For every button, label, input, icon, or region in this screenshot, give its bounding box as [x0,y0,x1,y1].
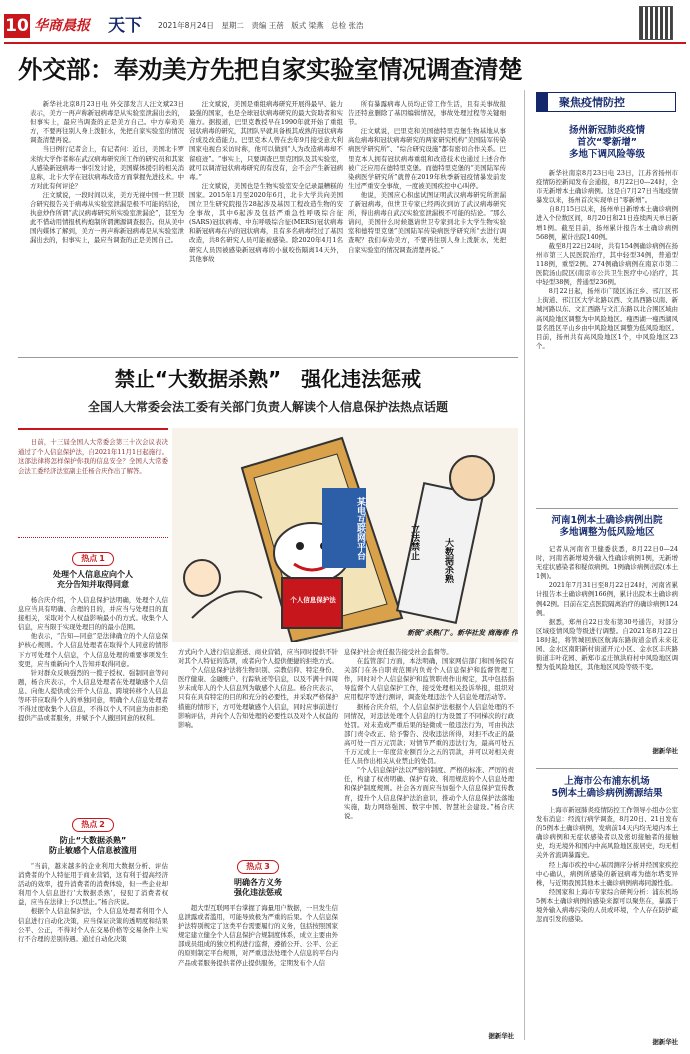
section-name: 天下 [108,16,142,36]
sidebar-story-shanghai [536,776,678,1046]
story-headline: 扬州新冠肺炎疫情 [568,125,645,136]
story-paragraph: 上海市新冠肺炎疫情防控工作领导小组办公室发布消息：经流行病学调查，8月20日、21日发布的5例本土确诊病例，发病前14天内均无境内本土确诊病例和无症状感染者以及密切接触者的接触史，均无境外和国内中高风险地区旅居史，均无相关外省流调暴露史。 [536,806,678,860]
hot-body [178,904,338,1054]
lead-column-3 [348,100,506,352]
feature-paragraph: 息保护社会责任报告接受社会监督等。 [344,648,453,656]
story-paragraph: 自8月15日以来，扬州单日新增本土确诊病例进入个位数区间，8月20日和21日连续两天单日新增1例。截至目前，扬州累计报告本土确诊病例568例，累计出院140例。 [536,205,678,241]
hot-body [18,596,168,836]
feature-intro [18,438,168,476]
lead-paragraph: 汪文斌说，美国也是生物实验室安全记录最糟糕的国家。2015年1月至2020年6月，北卡大学共向美国国立卫生研究院报告28起涉及基因工程改造生物的安全事故，其中6起涉及包括严重急性呼吸综合征(SARS)冠状病毒、中东呼吸综合征(MERS)冠状病毒和新冠病毒在内的冠状病毒，且有多名病毒经过了基因改造，共8名研究人员可能被感染。除2020年4月1名研究人员因被感染新冠病毒的小鼠咬伤隔离14天外，其他事故 [189,181,343,263]
feature-paragraph: 方式向个人进行信息推送、商业营销，应当同时提供不针对其个人特征的选项，或者向个人提供便捷的拒绝方式。 [178,648,338,666]
hot-body [18,862,168,1052]
hot-subtitle: 充分告知并取得同意 [57,580,129,589]
lead-paragraph: 汪文斌说，巴里克和美国德特里克堡生物基地从事高危病毒和冠状病毒研究的两家研究机构“美国陆军传染病医学研究所”、“综合研究设施”都有密切合作关系。巴里克本人拥有冠状病毒重组和改造技术也通过上述合作被广泛应用在德特里克堡。而德特里克堡的“美国陆军传染病医学研究所”就曾在2019年秋季新冠疫情暴发前发生过严重安全事故，一度被美国疾控中心叫停。 [348,127,506,190]
hot-number: 2 [99,820,105,829]
story-headline: 首次“零新增” [577,137,637,148]
story-paragraph: 经上海市疾控中心基因测序分析并经国家疾控中心确认，病例所感染的新冠病毒为德尔塔变异株，与近期我国其他本土确诊病例病毒同源性低。 [536,860,678,887]
feature-paragraph: 据杨合庆介绍，个人信息保护法根据个人信息处理的不同情况，对违法处理个人信息的行为设置了不同梯次的行政处罚。对未造成严重后果的轻微或一般违法行为，可由执法部门责令改正、给予警告、没收违法所得，对拒不改正的最高可处一百万元罚款；对情节严重的违法行为，最高可处五千万元或上一年度营业额百分之五的罚款，并可以对相关责任人员作出相关从业禁止的处罚。 [344,702,514,766]
story-paragraph: 经国家和上海市专家综合研判分析：浦东机场5例本土确诊病例的感染来源可以聚焦在，暴露于境外输入病毒污染的人员或环境，个人存在防护疏忽而引发的感染。 [536,887,678,924]
hot-topic-badge [72,818,114,832]
hot-paragraph: 针对群众反映强烈的一揽子授权、强制同意等问题，杨合庆表示，个人信息处理者在处理敏感个人信息、向他人提供或公开个人信息、跨境转移个人信息等环节应取得个人的单独同意，明确个人信息处理者不得过度收集个人信息，不得以个人不同意为由拒绝提供产品或者服务，并赋予个人撤回同意的权利。 [18,668,168,723]
sidebar-divider [524,90,525,1040]
header-rule [4,42,686,44]
lead-paragraph: 汪文斌说，美国是重组病毒研究开展得最早、能力最强的国家，也是全球冠状病毒研究的最大资助者和实施方。据报道，巴里克教授早在1990年就开始了重组冠状病毒的研究，其团队早就具备极其成熟的冠状病毒合成及改造能力。巴里克本人曾在去年9月接受意大利国家电视台采访时称，他可以做到“人为改造病毒却不留痕迹”。“事实上，只要调查巴里克团队及其实验室，就可以调清冠状病毒研究的有没有，会不会产生新冠病毒。” [189,100,343,181]
lead-paragraph: 当日例行记者会上，有记者问：近日，美国北卡罗来纳大学作者称在武汉病毒研究所工作的研究员和其家人感染新冠病毒一事引发讨论，美国媒体援引的相关消息称，北卡大学在冠状病毒改造方面掌握先进技术。中方对此有何评论？ [30,145,184,190]
hot-topic-badge [237,860,279,874]
lead-paragraph: 汪文斌说，一段时间以来，美方无视中国一世卫联合研究报告关于病毒从实验室泄漏是极不可能的结论，执意炒作所谓“武汉病毒研究所实验室泄漏论”，甚至为此不惜动用情报机构炮制所谓溯源调查报告。但从美中国内媒体了解到，美方一再声称新冠病毒是从实验室泄漏出去的，但事实上，最应当调查的正是美国自己。 [30,190,184,245]
cartoon-caption: 新衙“杀熟门”。新华社发 商海春 作 [407,628,518,637]
sidebar-story-henan [536,515,678,755]
feature-intro-box [18,428,168,538]
feature-column-2 [178,648,338,844]
lead-paragraph: 所有暴露病毒人员均正常工作生活，且有关事故报告还特意删除了基因编辑情况，事故处理过程等关键细节。 [348,100,506,127]
story-credit: 据新华社 [652,747,678,755]
banner-title: 聚焦疫情防控 [559,96,625,109]
hot-number: 1 [99,554,105,563]
hot-paragraph: 杨合庆介绍，个人信息保护法明确，处理个人信息应当具有明确、合理的目的，并应当与处理目的直接相关，采取对个人权益影响最小的方式。收集个人信息，应当限于实现处理目的的最小范围。 [18,596,168,632]
hot-topic-badge [72,552,114,566]
story-paragraph: 截至8月22日24时，共有154例确诊病例在扬州市第三人民医院治疗，其中轻型34例，普通型118例，重型2例。274例确诊病例在南京市第二医院汤山院区(南京市公共卫生医疗中心)治疗，其中轻型38例，普通型236例。 [536,241,678,287]
story-credit: 据新华社 [652,1038,678,1046]
hot-paragraph: 根据个人信息保护法，个人信息处理者利用个人信息进行自动化决策，应当保证决策的透明度和结果公平、公正，不得对个人在交易价格等交易条件上实行不合理的差别待遇。通过自动化决策 [18,907,168,943]
story-paragraph: 8月22日起，扬州市广陵区汤汪乡、邗江区邗上街道、邗江区大学北路以西、文昌西路以南、新城河路以东、文汇西路与文汇东路以北合围区域由高风险地区调整为中风险地区。瘦西湖一瘦西湖风景名胜区平山乡由中风险地区调整为低风险地区。目前，扬州共有高风险地区1个，中风险地区23个。 [536,287,678,350]
cartoon-sign: 某电互联网平台 [322,488,366,568]
paper-logo: 华商晨报 [34,18,90,34]
date-line: 2021年8月24日 星期二 责编 王蓓 版式 梁燕 总检 张浩 [158,21,364,30]
hot-number: 3 [264,862,270,871]
hot-subtitle: 处理个人信息应向个人 [53,570,133,579]
story-body [536,169,678,507]
story-paragraph: 新华社南京8月23日电 23日，江苏省扬州市疫情防控新闻发布会通报，8月22日0—24时，全市无新增本土确诊病例。这是自7月27日当地疫情暴发以来，扬州首次实现单日“零新增”。 [536,169,678,205]
story-headline: 5例本土确诊病例溯源结果 [551,788,663,799]
hot-topic-1 [18,546,168,836]
page-number: 10 [5,16,29,36]
hot-subtitle: 防止敏感个人信息被滥用 [49,846,137,855]
hot-topic-2 [18,812,168,1052]
feature-paragraph: “个人信息保护法以严密的制度、严格的标准、严厉的责任，构建了权责明确、保护有效、利用规范的个人信息处理和保护制度规则。社会各方面应当加强个人信息保护宣传教育，提升个人信息保护法治意识，推动个人信息保护法落地实施，助力网络强国、数字中国、智慧社会建设。”杨合庆说。 [344,766,514,820]
story-headline: 上海市公布浦东机场 [564,776,650,787]
story-paragraph: 据悉，郑州自22日发布第30号通告，对部分区域疫情风险等级进行调整。自2021年8月22日18时起，将管城回族区航海东路街道金盾未来花园、金水区南阳新村街道开元小区、金水区丰庆路街道丰叶花园、新郑市孟庄镇洪府村中风险地区调整为低风险地区，其他地区风险等级不变。 [536,617,678,672]
story-paragraph: 记者从河南省卫健委获悉，8月22日0—24时，河南省新增境外输入性确诊病例1例，无新增无症状感染者和疑似病例。1例确诊病例出院(本土1例)。 [536,545,678,581]
story-headline: 河南1例本土确诊病例出院 [551,515,663,526]
hot-paragraph: “当前，越来越多的企业利用大数据分析、评估消费者的个人特征用于商业营销，这有利于提高经济活动的效率，提升消费者的消费体验，但一些企业却利用个人信息进行‘大数据杀熟’，侵犯了消费者权益，应当在法律上予以禁止。”杨合庆说。 [18,862,168,907]
hot-subtitle: 明确各方义务 [234,878,282,887]
lead-paragraph: 他说，美国应心积虑试图证明武汉病毒研究所泄漏了新冠病毒，但世卫专家已经两次到访了武汉病毒研究所，得出病毒自武汉实验室泄漏极不可能的结论。“那么请问，美国什么时候邀请世卫专家到北卡大学生物实验室和德特里克堡”美国陆军传染病医学研究所“去进行调查呢？我们奉劝美方，不要再往别人身上泼脏水，先把自家实验室的情况调查清楚再说。” [348,190,506,254]
hot-subtitle: 防止“大数据杀熟” [59,836,127,845]
story-paragraph: 2021年7月31日至8月22日24时，河南省累计报告本土确诊病例166例，累计出院本土确诊病例42例。目前在定点医院隔离治疗的确诊病例124例。 [536,581,678,617]
intro-paragraph: 日前，十三届全国人大常委会第三十次会议表决通过了个人信息保护法，自2021年11月1日起施行。这部法律将怎样保护你我的信息安全？全国人大常委会法工委经济法室副主任杨合庆作出了解答。 [18,438,168,475]
feature-paragraph: 在监管部门方面，本法明确，国家网信部门和国务院有关部门在各自职责范围内负责个人信息保护和监督管理工作，同时对个人信息保护和监管职责作出规定，其中包括指导监督个人信息保护工作，接受处理相关投诉举报，组织对应用程序等进行测评，调查处理违法个人信息处理活动等。 [344,657,514,702]
banner-marker-icon [536,92,548,112]
feature-paragraph: 个人信息保护法将生物识别、宗教信仰、特定身份、医疗健康、金融账户、行踪轨迹等信息，以及不满十四周岁未成年人的个人信息列为敏感个人信息。杨合庆表示，只有在具有特定的目的和充分的必要性，并采取严格保护措施的情形下，方可处理敏感个人信息，同时应事前进行影响评估，并向个人告知处理的必要性以及对个人权益的影响。 [178,666,338,729]
cartoon-tag-2: 大数据杀熟 [443,538,453,583]
sidebar-banner [536,92,676,112]
cartoon-illustration [172,428,518,642]
feature-col3-body [344,648,514,1030]
hot-label: 热点 [81,820,98,829]
feature-credit: 据新华社 [488,1032,514,1040]
qr-code-icon [639,6,673,40]
feature-top-rule [18,357,518,358]
hot-paragraph: 超大型互联网平台掌握了海量用户数据，一旦发生信息泄露或者滥用，可能导致极为严重的后果。个人信息保护法特别规定了这类平台需要履行的义务，包括按照国家规定建立健全个人信息保护合规制度体系，成立主要由外部成员组成的独立机构进行监督，遵循公开、公平、公正的原则制定平台规则，对严重违法处理个人信息的平台内产品或者服务提供者停止提供服务，定期发布个人信 [178,904,338,967]
page-header [0,0,690,44]
cartoon-tag-1: 立法禁止 [409,524,419,560]
hot-paragraph: 他表示，“告知—同意”是法律确立的个人信息保护核心规则。个人信息处理者在取得个人同意的情形下方可处理个人信息，个人信息处理的重要事项发生变更，应当重新向个人告知并取得同意。 [18,632,168,668]
feature-subheadline: 全国人大常委会法工委有关部门负责人解读个人信息保护法热点话题 [87,400,448,414]
sidebar-rule [536,768,678,769]
hot-subtitle: 强化违法惩戒 [234,888,282,897]
hot-topic-3 [178,854,338,1054]
story-headline: 多地下调风险等级 [568,149,645,160]
lead-column-2 [189,100,343,352]
lead-paragraph: 新华社北京8月23日电 外交部发言人汪文斌23日表示，美方一再声称新冠病毒是从实验室泄漏出去的，但事实上，最应当调查的正是美方自己。中方奉劝美方，不要再往别人身上泼脏水，先把自家实验室的情况调查清楚再说。 [30,100,184,145]
lead-column-1 [30,100,184,352]
story-headline: 多地调整为低风险地区 [559,527,655,538]
hot-label: 热点 [246,862,263,871]
story-body [536,806,678,1036]
feature-headline: 禁止“大数据杀熟” 强化违法惩戒 [114,367,422,391]
story-body [536,545,678,745]
sidebar-story-yangzhou [536,125,678,507]
hot-label: 热点 [81,554,98,563]
feature-column-3 [344,648,514,1040]
cartoon-book-label: 个人信息保护法 [290,596,336,604]
lead-headline: 外交部：奉劝美方先把自家实验室情况调查清楚 [18,55,522,84]
sidebar-rule [536,508,678,509]
